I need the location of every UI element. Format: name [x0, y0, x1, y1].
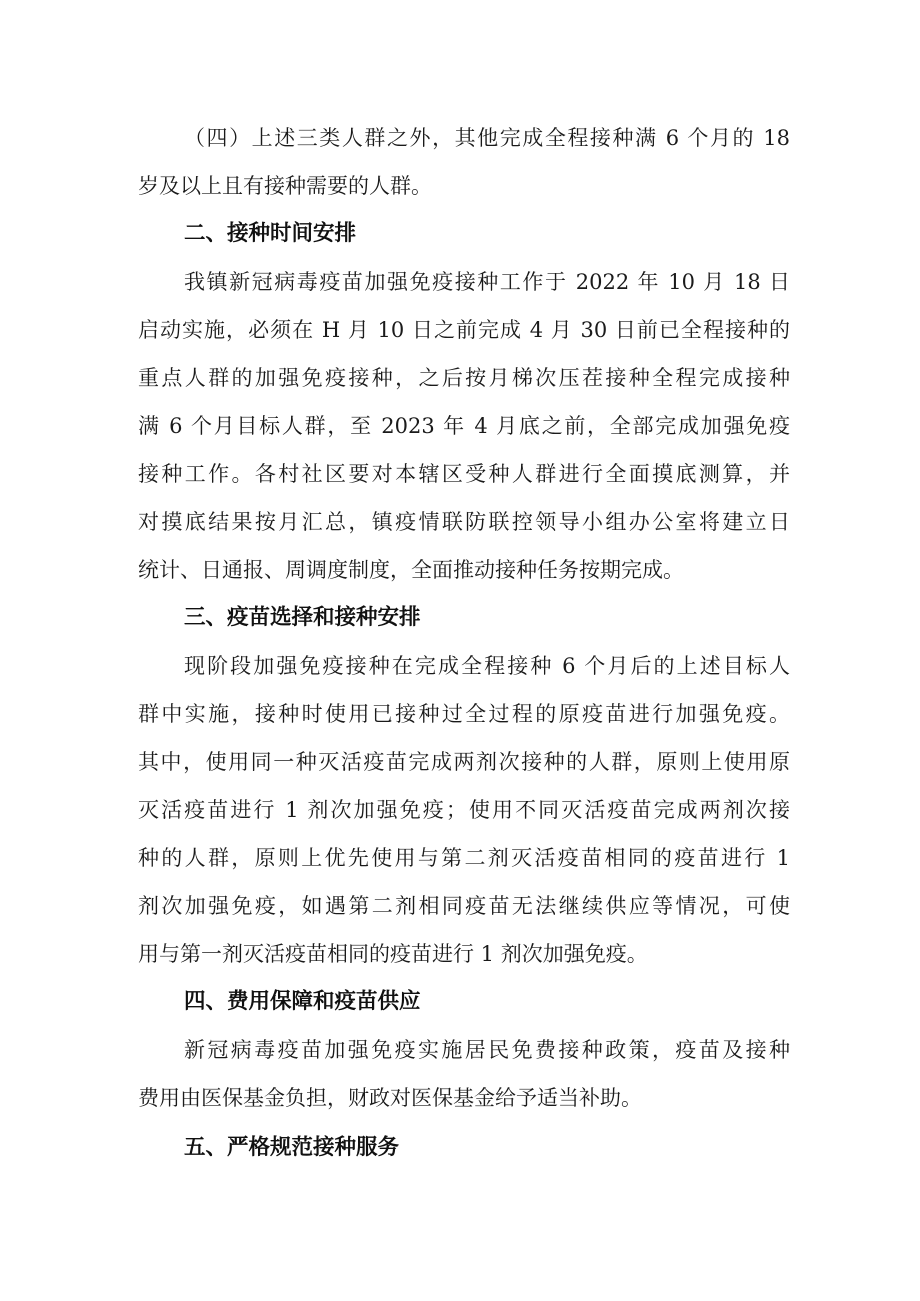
paragraph-line: 费用由医保基金负担，财政对医保基金给予适当补助。 — [138, 1086, 642, 1110]
section-heading-2: 二、接种时间安排 — [184, 221, 357, 246]
paragraph-line: （四）上述三类人群之外，其他完成全程接种满 6 个月的 18 — [184, 126, 790, 150]
document-body — [138, 114, 790, 1172]
paragraph-line: 我镇新冠病毒疫苗加强免疫接种工作于 2022 年 10 月 18 日 — [184, 270, 790, 294]
paragraph-line: 种的人群，原则上优先使用与第二剂灭活疫苗相同的疫苗进行 1 — [138, 846, 790, 870]
paragraph-line: 统计、日通报、周调度制度，全面推动接种任务按期完成。 — [138, 558, 684, 582]
paragraph-line: 灭活疫苗进行 1 剂次加强免疫；使用不同灭活疫苗完成两剂次接 — [138, 798, 790, 822]
paragraph-line: 接种工作。各村社区要对本辖区受种人群进行全面摸底测算，并 — [138, 462, 790, 486]
paragraph-line: 岁及以上且有接种需要的人群。 — [138, 174, 432, 198]
paragraph-line: 启动实施，必须在 H 月 10 日之前完成 4 月 30 日前已全程接种的 — [138, 318, 790, 342]
paragraph-line: 用与第一剂灭活疫苗相同的疫苗进行 1 剂次加强免疫。 — [138, 942, 648, 966]
paragraph-line: 重点人群的加强免疫接种，之后按月梯次压茬接种全程完成接种 — [138, 366, 790, 390]
paragraph-line: 满 6 个月目标人群，至 2023 年 4 月底之前，全部完成加强免疫 — [138, 414, 790, 438]
section-heading-5: 五、严格规范接种服务 — [184, 1135, 400, 1160]
paragraph-line: 对摸底结果按月汇总，镇疫情联防联控领导小组办公室将建立日 — [138, 510, 790, 534]
paragraph-line: 群中实施，接种时使用已接种过全过程的原疫苗进行加强免疫。 — [138, 702, 790, 726]
paragraph-line: 新冠病毒疫苗加强免疫实施居民免费接种政策，疫苗及接种 — [184, 1038, 790, 1062]
section-heading-3: 三、疫苗选择和接种安排 — [184, 605, 421, 630]
paragraph-line: 其中，使用同一种灭活疫苗完成两剂次接种的人群，原则上使用原 — [138, 750, 790, 774]
paragraph-line: 现阶段加强免疫接种在完成全程接种 6 个月后的上述目标人 — [184, 654, 790, 678]
paragraph-line: 剂次加强免疫，如遇第二剂相同疫苗无法继续供应等情况，可使 — [138, 894, 790, 918]
section-heading-4: 四、费用保障和疫苗供应 — [184, 989, 421, 1014]
